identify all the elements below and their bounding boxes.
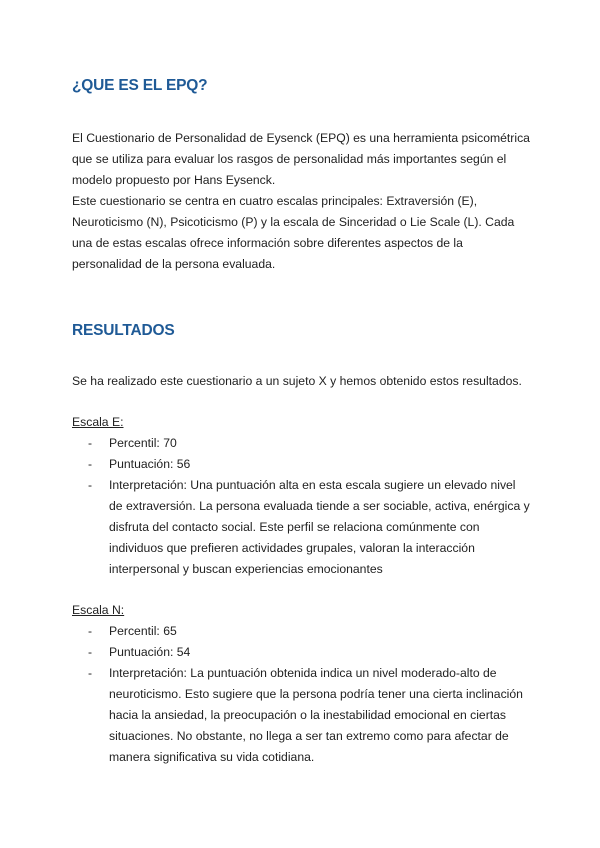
scale-n-score: - Puntuación: 54 xyxy=(72,642,532,663)
scale-n-interpretation: - Interpretación: La puntuación obtenida indica un nivel moderado-alto de neuroticismo. Esto sugiere que la persona podría tener una cierta inclinación hacia la ansiedad, la preocupación o la inestabilidad emocional en ciertas situaciones. No obstante, no llega a ser tan extremo como para afectar de manera significativa su vida cotidiana. xyxy=(72,663,532,768)
scale-e-list xyxy=(72,433,532,580)
scale-n-percentile: - Percentil: 65 xyxy=(72,621,532,642)
intro-section xyxy=(72,128,532,275)
results-intro xyxy=(72,371,532,392)
results-intro-paragraph: Se ha realizado este cuestionario a un sujeto X y hemos obtenido estos resultados. xyxy=(72,374,522,388)
scale-e-percentile: - Percentil: 70 xyxy=(72,433,532,454)
scale-e-title: Escala E: xyxy=(72,415,124,429)
intro-paragraph-1: El Cuestionario de Personalidad de Eysenck (EPQ) es una herramienta psicométrica que se utiliza para evaluar los rasgos de personalidad más importantes según el modelo propuesto por Hans Eysenck. xyxy=(72,131,530,187)
scale-e-score: - Puntuación: 56 xyxy=(72,454,532,475)
scale-n-list xyxy=(72,621,532,768)
scale-e-section xyxy=(72,412,532,580)
heading-what-is-epq: ¿QUE ES EL EPQ? xyxy=(72,77,208,94)
intro-paragraph-2: Este cuestionario se centra en cuatro escalas principales: Extraversión (E), Neuroticismo (N), Psicoticismo (P) y la escala de Sinceridad o Lie Scale (L). Cada una de estas escalas ofrece información sobre diferentes aspectos de la personalidad de la persona evaluada. xyxy=(72,194,515,271)
scale-n-title: Escala N: xyxy=(72,603,125,617)
scale-e-interpretation: - Interpretación: Una puntuación alta en esta escala sugiere un elevado nivel de extraversión. La persona evaluada tiende a ser sociable, activa, enérgica y disfruta del contacto social. Este perfil se relaciona comúnmente con individuos que prefieren actividades grupales, valoran la interacción interpersonal y buscan experiencias emocionantes xyxy=(72,475,532,580)
heading-results: RESULTADOS xyxy=(72,322,175,339)
scale-n-section xyxy=(72,600,532,768)
